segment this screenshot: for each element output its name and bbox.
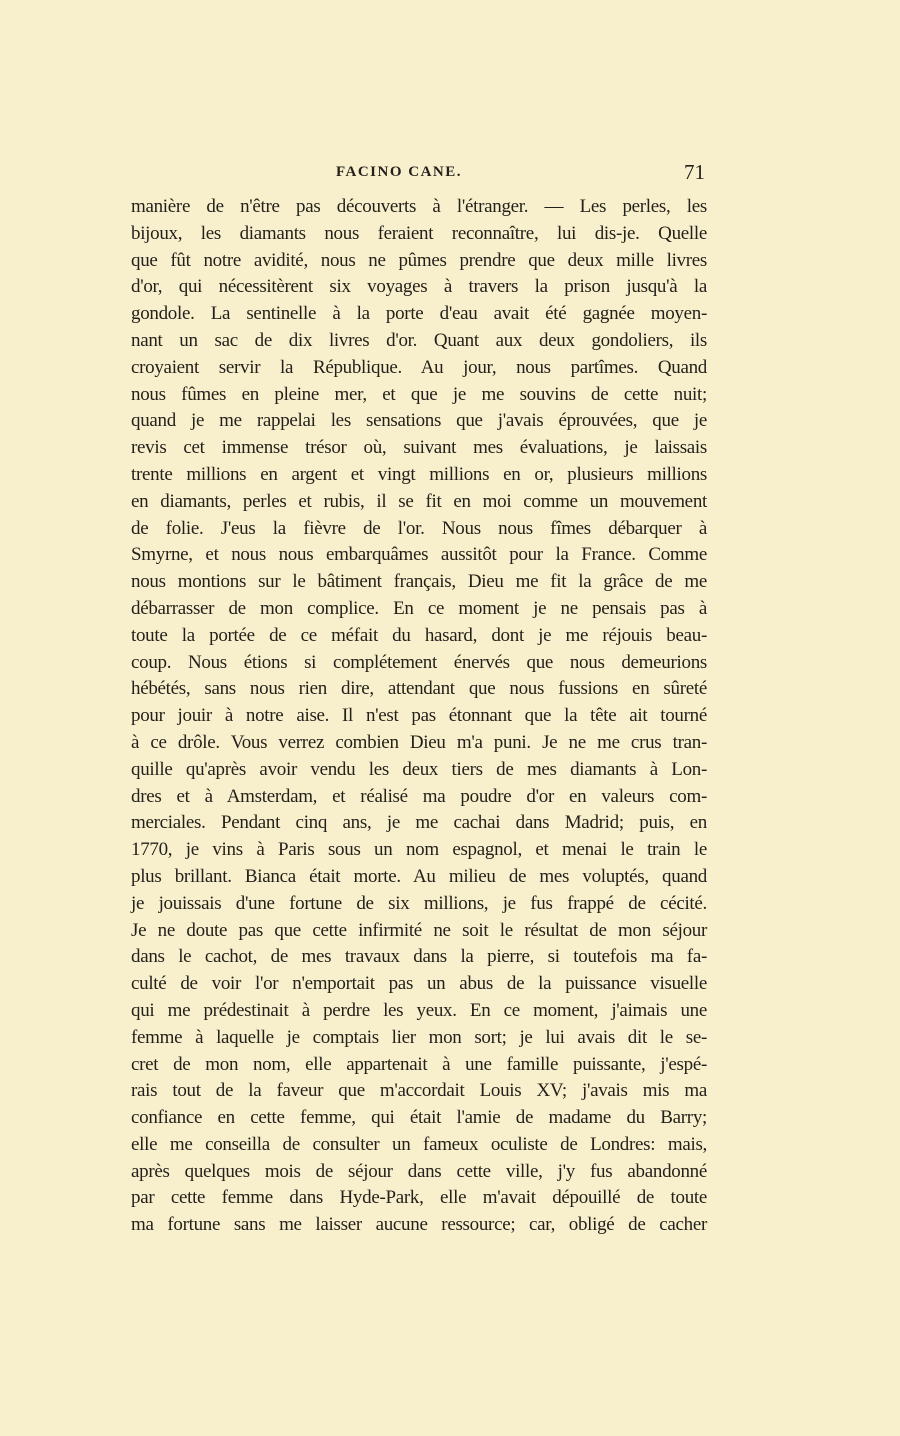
text-line: que fût notre avidité, nous ne pûmes prendre que deux mille livres bbox=[131, 249, 707, 271]
text-line: de folie. J'eus la fièvre de l'or. Nous nous fîmes débarquer à bbox=[131, 517, 707, 539]
text-line: plus brillant. Bianca était morte. Au milieu de mes voluptés, quand bbox=[131, 865, 707, 887]
text-line: quand je me rappelai les sensations que j'avais éprouvées, que je bbox=[131, 410, 707, 432]
text-line: nant un sac de dix livres d'or. Quant aux deux gondoliers, ils bbox=[131, 329, 707, 351]
text-line: en diamants, perles et rubis, il se fit en moi comme un mouvement bbox=[131, 490, 707, 512]
text-line: dans le cachot, de mes travaux dans la pierre, si toutefois ma fa- bbox=[131, 946, 707, 968]
text-line: dres et à Amsterdam, et réalisé ma poudre d'or en valeurs com- bbox=[131, 785, 707, 807]
text-line: manière de n'être pas découverts à l'étranger. — Les perles, les bbox=[131, 196, 707, 217]
text-line: ma fortune sans me laisser aucune ressource; car, obligé de cacher bbox=[131, 1214, 707, 1236]
text-line: elle me conseilla de consulter un fameux oculiste de Londres: mais, bbox=[131, 1133, 707, 1155]
page-header bbox=[131, 160, 707, 186]
text-line: confiance en cette femme, qui était l'amie de madame du Barry; bbox=[131, 1107, 707, 1129]
text-line: après quelques mois de séjour dans cette ville, j'y fus abandonné bbox=[131, 1160, 707, 1182]
text-line: croyaient servir la République. Au jour, nous partîmes. Quand bbox=[131, 356, 707, 378]
text-line: merciales. Pendant cinq ans, je me cachai dans Madrid; puis, en bbox=[131, 812, 707, 834]
text-line: nous fûmes en pleine mer, et que je me souvins de cette nuit; bbox=[131, 383, 707, 405]
text-line: revis cet immense trésor où, suivant mes évaluations, je laissais bbox=[131, 437, 707, 459]
text-line: quille qu'après avoir vendu les deux tiers de mes diamants à Lon- bbox=[131, 758, 707, 780]
text-line: rais tout de la faveur que m'accordait Louis XV; j'avais mis ma bbox=[131, 1080, 707, 1102]
text-line: hébétés, sans nous rien dire, attendant que nous fussions en sûreté bbox=[131, 678, 707, 700]
text-line: culté de voir l'or n'emportait pas un abus de la puissance visuelle bbox=[131, 973, 707, 995]
text-line: gondole. La sentinelle à la porte d'eau avait été gagnée moyen- bbox=[131, 303, 707, 325]
text-line: cret de mon nom, elle appartenait à une famille puissante, j'espé- bbox=[131, 1053, 707, 1075]
text-line: Je ne doute pas que cette infirmité ne soit le résultat de mon séjour bbox=[131, 919, 707, 941]
running-title: FACINO CANE. bbox=[335, 164, 463, 180]
text-line: par cette femme dans Hyde-Park, elle m'avait dépouillé de toute bbox=[131, 1187, 707, 1209]
text-line: 1770, je vins à Paris sous un nom espagnol, et menai le train le bbox=[131, 839, 707, 861]
text-line: coup. Nous étions si complétement énervés que nous demeurions bbox=[131, 651, 707, 673]
page-number: 71 bbox=[684, 160, 705, 184]
text-line: je jouissais d'une fortune de six millions, je fus frappé de cécité. bbox=[131, 892, 707, 914]
text-line: bijoux, les diamants nous feraient reconnaître, lui dis-je. Quelle bbox=[131, 222, 707, 244]
text-line: nous montions sur le bâtiment français, Dieu me fit la grâce de me bbox=[131, 571, 707, 593]
text-line: qui me prédestinait à perdre les yeux. En ce moment, j'aimais une bbox=[131, 999, 707, 1021]
text-line: d'or, qui nécessitèrent six voyages à travers la prison jusqu'à la bbox=[131, 276, 707, 298]
text-line: Smyrne, et nous nous embarquâmes aussitôt pour la France. Comme bbox=[131, 544, 707, 566]
text-line: trente millions en argent et vingt millions en or, plusieurs millions bbox=[131, 463, 707, 485]
body-text bbox=[131, 194, 707, 1239]
text-line: débarrasser de mon complice. En ce moment je ne pensais pas à bbox=[131, 597, 707, 619]
text-line: femme à laquelle je comptais lier mon sort; je lui avais dit le se- bbox=[131, 1026, 707, 1048]
text-line: toute la portée de ce méfait du hasard, dont je me réjouis beau- bbox=[131, 624, 707, 646]
text-line: à ce drôle. Vous verrez combien Dieu m'a puni. Je ne me crus tran- bbox=[131, 731, 707, 753]
text-line: pour jouir à notre aise. Il n'est pas étonnant que la tête ait tourné bbox=[131, 705, 707, 727]
